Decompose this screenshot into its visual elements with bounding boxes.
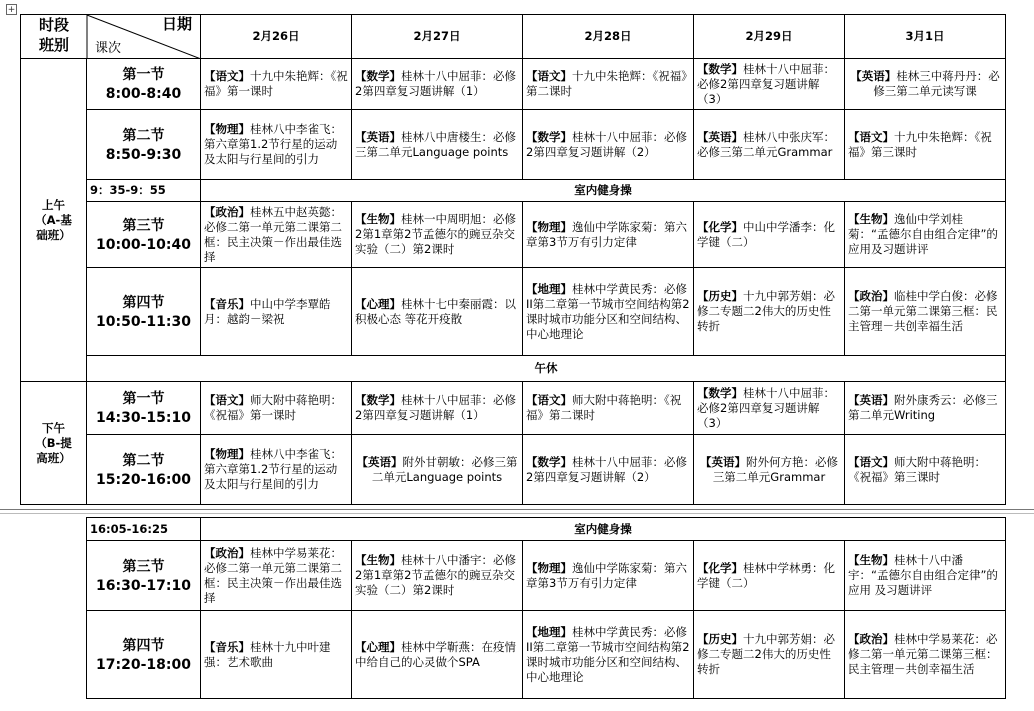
period-time: 10:00-10:40	[96, 236, 191, 253]
lesson-cell	[352, 202, 523, 268]
lesson-text: 桂林五中赵英懿：必修二第一单元第二课第二框：民主决策－作出最佳选择	[204, 204, 342, 264]
lesson-subject: 【地理】	[526, 624, 572, 639]
lesson-cell	[845, 202, 1006, 268]
table-move-handle[interactable]: +	[7, 5, 16, 15]
lesson-text: 桂林十八中屈菲：必修2第四章复习题讲解（2）	[526, 129, 687, 159]
session-label-line: 础班）	[36, 227, 71, 242]
lesson-text: 桂林三中蒋丹丹：必修三第二单元读写课	[873, 69, 1000, 98]
lesson-text: 桂林十八中屈菲：必修2第四章复习题讲解（1）	[355, 393, 516, 422]
session-label-line: 下午	[42, 420, 65, 435]
lesson-subject: 【数学】	[355, 393, 401, 407]
lesson-cell	[352, 611, 523, 699]
lesson-text: 桂林十八中屈菲：必修2第四章复习题讲解（2）	[526, 454, 687, 484]
corner-class: 班别	[38, 36, 69, 54]
lesson-subject: 【英语】	[700, 454, 746, 469]
period-cell	[87, 110, 201, 180]
lesson-cell	[523, 268, 694, 356]
lesson-subject: 【音乐】	[204, 296, 250, 311]
lesson-text: 桂林十八中屈菲：必修2第四章复习题讲解（1）	[355, 69, 516, 98]
period-time: 15:20-16:00	[96, 471, 191, 488]
lesson-subject: 【历史】	[697, 632, 743, 646]
day-header: 2月27日	[352, 15, 523, 59]
break-row	[87, 518, 1006, 541]
period-cell	[87, 59, 201, 110]
period-time: 8:00-8:40	[105, 86, 182, 102]
lesson-cell	[845, 110, 1006, 180]
lesson-subject: 【英语】	[850, 69, 897, 83]
lesson-subject: 【数学】	[355, 69, 401, 83]
lesson-subject: 【数学】	[526, 454, 572, 469]
lesson-text: 桂林十八中潘宇：必修2第1章第2节孟德尔的豌豆杂交实验（二）第2课时	[355, 553, 516, 597]
lesson-subject: 【语文】	[204, 393, 250, 407]
break-label: 室内健身操	[201, 518, 1006, 541]
lesson-text: 师大附中蒋艳明：《祝福》第一课时	[204, 393, 342, 422]
noon-break-label: 午休	[87, 356, 1006, 382]
lesson-cell	[523, 541, 694, 611]
lesson-cell	[694, 541, 845, 611]
lesson-subject: 【政治】	[204, 204, 250, 219]
lesson-text: 十九中郭芳娟：必修二专题二2伟大的历史性转折	[697, 632, 835, 676]
lesson-subject: 【心理】	[355, 639, 401, 654]
lesson-text: 桂林十七中秦丽霞：以积极心态 等花开疫散	[355, 296, 516, 326]
day-header: 2月26日	[201, 15, 352, 59]
lesson-text: 桂林中学林勇：化学键（二）	[697, 560, 835, 590]
period-name: 第三节	[122, 558, 165, 575]
lesson-text: 桂林八中唐楼生：必修三第二单元Language points	[355, 129, 516, 159]
lesson-text: 逸仙中学刘桂菊：“孟德尔自由组合定律”的应用及习题讲评	[848, 212, 998, 256]
period-name: 第三节	[122, 217, 165, 234]
schedule-table-page1	[20, 14, 1006, 505]
period-time: 17:20-18:00	[96, 656, 191, 673]
table-row	[21, 202, 1006, 268]
lesson-text: 桂林中学易莱花：必修二第一单元第二课第二框：民主决策－作出最佳选择	[204, 545, 342, 605]
noon-row	[21, 356, 1006, 382]
corner-lesson-label: 课次	[95, 41, 122, 56]
period-cell	[87, 541, 201, 611]
period-time: 16:30-17:10	[96, 577, 191, 594]
lesson-cell	[352, 110, 523, 180]
lesson-cell	[352, 435, 523, 505]
lesson-text: 桂林中学靳燕：在疫情中给自己的心灵做个SPA	[355, 639, 516, 669]
lesson-subject: 【音乐】	[204, 639, 250, 654]
lesson-text: 附外康秀云：必修三第二单元Writing	[848, 393, 998, 422]
lesson-text: 临桂中学白俊：必修二第一单元第二课第三框：民主管理－共创幸福生活	[848, 289, 998, 333]
lesson-subject: 【语文】	[204, 69, 250, 83]
lesson-subject: 【政治】	[204, 545, 250, 560]
lesson-subject: 【物理】	[204, 122, 250, 136]
corner-timeslot-class-label	[21, 15, 87, 55]
lesson-cell	[352, 382, 523, 435]
lesson-cell	[694, 435, 845, 505]
lesson-text: 桂林中学易莱花：必修二第一单元第二课第三框：民主管理－共创幸福生活	[848, 632, 998, 676]
period-name: 第二节	[122, 452, 165, 469]
page-break-line	[0, 509, 1034, 510]
lesson-text: 中山中学李覃皓月：越韵－梁祝	[204, 296, 331, 326]
table-row	[87, 611, 1006, 699]
lesson-text: 十九中郭芳娟：必修二专题二2伟大的历史性转折	[697, 289, 835, 333]
lesson-subject: 【语文】	[848, 454, 894, 469]
lesson-cell	[201, 611, 352, 699]
lesson-subject: 【生物】	[355, 553, 401, 567]
lesson-text: 桂林十八中屈菲：必修2第四章复习题讲解（3）	[697, 61, 835, 106]
lesson-text: 桂林八中李雀飞：第六章第1.2节行星的运动及太阳与行星间的引力	[204, 447, 342, 491]
lesson-cell	[523, 202, 694, 268]
corner-date-label: 日期	[161, 15, 192, 33]
day-header: 2月28日	[523, 15, 694, 59]
lesson-subject: 【英语】	[355, 129, 401, 144]
lesson-cell	[523, 611, 694, 699]
lesson-cell	[352, 59, 523, 110]
break-label: 室内健身操	[201, 180, 1006, 202]
lesson-cell	[523, 382, 694, 435]
lesson-subject: 【心理】	[355, 296, 401, 311]
day-header: 2月29日	[694, 15, 845, 59]
lesson-subject: 【政治】	[848, 289, 894, 303]
break-row	[21, 180, 1006, 202]
lesson-text: 十九中朱艳辉：《祝福》第一课时	[204, 69, 348, 98]
session-label-line: （B-提	[35, 435, 72, 450]
table-row	[21, 382, 1006, 435]
period-name: 第一节	[122, 67, 165, 83]
table-row	[21, 59, 1006, 110]
lesson-text: 十九中朱艳辉：《祝福》第二课时	[526, 69, 687, 98]
lesson-text: 桂林中学黄民秀：必修II第二章第一节城市空间结构第2课时城市功能分区和空间结构、中心地理论	[526, 281, 690, 341]
lesson-cell	[352, 541, 523, 611]
header-row	[21, 15, 1006, 59]
lesson-subject: 【英语】	[697, 129, 743, 144]
lesson-subject: 【语文】	[526, 393, 572, 407]
lesson-text: 桂林十八中潘宇：“孟德尔自由组合定律”的应用 及习题讲评	[848, 553, 998, 597]
lesson-subject: 【地理】	[526, 281, 572, 296]
lesson-text: 逸仙中学陈家菊：第六章第3节万有引力定律	[526, 560, 687, 590]
lesson-text: 桂林八中李雀飞：第六章第1.2节行星的运动及太阳与行星间的引力	[204, 122, 342, 166]
lesson-cell	[352, 268, 523, 356]
period-name: 第一节	[122, 391, 165, 407]
table-row	[21, 268, 1006, 356]
lesson-text: 桂林十八中屈菲：必修2第四章复习题讲解（3）	[697, 385, 835, 430]
session-label-line: （A-基	[35, 212, 72, 227]
period-time: 8:50-9:30	[105, 146, 182, 163]
lesson-subject: 【数学】	[697, 385, 743, 400]
session-label-line: 高班）	[36, 450, 71, 465]
lesson-cell	[845, 268, 1006, 356]
lesson-subject: 【语文】	[526, 69, 572, 83]
period-cell	[87, 611, 201, 699]
period-name: 第二节	[122, 127, 165, 144]
lesson-cell	[201, 541, 352, 611]
lesson-text: 师大附中蒋艳明：《祝福》第二课时	[526, 393, 682, 422]
lesson-subject: 【物理】	[526, 560, 572, 575]
lesson-subject: 【物理】	[204, 447, 250, 461]
lesson-cell	[845, 59, 1006, 110]
lesson-text: 桂林一中周明旭：必修2第1章第2节孟德尔的豌豆杂交实验（二）第2课时	[355, 212, 516, 256]
lesson-subject: 【数学】	[526, 129, 572, 144]
lesson-cell	[845, 435, 1006, 505]
page-break-line	[0, 513, 1034, 514]
lesson-subject: 【化学】	[697, 560, 743, 575]
lesson-cell	[523, 59, 694, 110]
lesson-subject: 【政治】	[848, 632, 894, 646]
lesson-subject: 【英语】	[848, 393, 894, 407]
lesson-text: 桂林八中张庆军：必修三第二单元Grammar	[697, 129, 835, 159]
lesson-cell	[201, 110, 352, 180]
lesson-text: 师大附中蒋艳明：《祝福》第三课时	[848, 454, 986, 484]
lesson-cell	[694, 110, 845, 180]
lesson-cell	[694, 382, 845, 435]
lesson-subject: 【物理】	[526, 219, 572, 234]
lesson-cell	[523, 435, 694, 505]
table-row	[87, 541, 1006, 611]
lesson-text: 桂林十九中叶建强：艺术歌曲	[204, 639, 331, 669]
table-row	[21, 435, 1006, 505]
period-cell	[87, 382, 201, 435]
lesson-subject: 【历史】	[697, 289, 743, 303]
lesson-cell	[694, 611, 845, 699]
lesson-subject: 【生物】	[848, 553, 894, 567]
lesson-cell	[201, 382, 352, 435]
session-label-morning	[21, 59, 87, 382]
lesson-cell	[845, 541, 1006, 611]
lesson-cell	[201, 435, 352, 505]
period-time: 10:50-11:30	[96, 313, 191, 330]
day-header: 3月1日	[845, 15, 1006, 59]
schedule-table-page2	[86, 517, 1006, 699]
period-name: 第四节	[122, 637, 165, 654]
lesson-subject: 【化学】	[697, 219, 743, 234]
lesson-cell	[201, 268, 352, 356]
lesson-cell	[201, 202, 352, 268]
lesson-cell	[694, 268, 845, 356]
period-cell	[87, 268, 201, 356]
lesson-text: 中山中学潘李：化学键（二）	[697, 219, 835, 249]
lesson-text: 附外甘朝敏：必修三第二单元Language points	[371, 454, 518, 484]
lesson-text: 逸仙中学陈家菊：第六章第3节万有引力定律	[526, 219, 687, 249]
lesson-cell	[845, 611, 1006, 699]
session-label-line: 上午	[42, 197, 65, 212]
lesson-cell	[694, 202, 845, 268]
lesson-subject: 【生物】	[355, 212, 401, 226]
lesson-cell	[523, 110, 694, 180]
period-cell	[87, 435, 201, 505]
period-cell	[87, 202, 201, 268]
header-corner-cell	[21, 15, 201, 59]
lesson-text: 十九中朱艳辉：《祝福》第三课时	[848, 129, 992, 159]
corner-timeslot: 时段	[38, 16, 69, 34]
lesson-cell	[845, 382, 1006, 435]
break-time: 9：35-9：55	[87, 180, 201, 202]
table-row	[21, 110, 1006, 180]
lesson-cell	[201, 59, 352, 110]
period-name: 第四节	[122, 294, 165, 311]
period-time: 14:30-15:10	[96, 410, 191, 426]
lesson-text: 桂林中学黄民秀：必修II第二章第一节城市空间结构第2课时城市功能分区和空间结构、中心地理论	[526, 624, 690, 684]
session-label-afternoon	[21, 382, 87, 505]
lesson-subject: 【生物】	[848, 212, 894, 226]
break-time: 16:05-16:25	[87, 518, 201, 541]
lesson-text: 附外何方艳：必修三第二单元Grammar	[712, 454, 838, 484]
lesson-subject: 【语文】	[848, 129, 894, 144]
lesson-cell	[694, 59, 845, 110]
lesson-subject: 【数学】	[697, 61, 743, 76]
lesson-subject: 【英语】	[356, 454, 403, 469]
